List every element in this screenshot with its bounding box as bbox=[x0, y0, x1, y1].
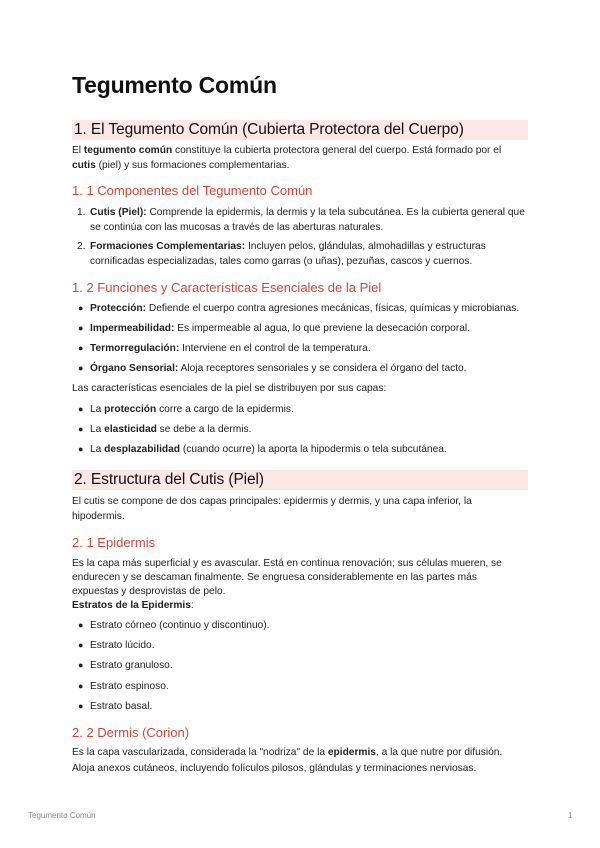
dermis-line-1: Es la capa vascularizada, considerada la "nodriza" de la epidermis, a la que nutre por difusión. bbox=[72, 747, 503, 758]
epidermis-line-1: Es la capa más superficial y es avascular. Está en continua renovación; sus células mueren, se bbox=[72, 558, 502, 569]
subsection-1-2-heading: 1. 2 Funciones y Características Esenciales de la Piel bbox=[72, 280, 382, 295]
layers-intro: Las características esenciales de la piel se distribuyen por sus capas: bbox=[72, 383, 387, 394]
list-item: ● Termorregulación: Interviene en el control de la temperatura. bbox=[78, 343, 371, 354]
footer-title: Tegumento Común bbox=[28, 811, 96, 820]
epidermis-line-3: expuestas y desprovistas de pelo. bbox=[72, 586, 226, 597]
strata-label: Estratos de la Epidermis: bbox=[72, 600, 194, 611]
list-item: ● La desplazabilidad (cuando ocurre) la aporta la hipodermis o tela subcutánea. bbox=[78, 444, 447, 455]
list-item: ● Estrato lúcido. bbox=[78, 640, 155, 651]
list-item: ● Estrato granuloso. bbox=[78, 660, 173, 671]
list-item: ● Estrato córneo (continuo y discontinuo). bbox=[78, 620, 270, 631]
subsection-2-2-heading: 2. 2 Dermis (Corion) bbox=[72, 725, 190, 740]
section-1-intro-line-1: El tegumento común constituye la cubierta protectora general del cuerpo. Está formado por el bbox=[72, 145, 502, 156]
subsection-1-1-heading: 1. 1 Componentes del Tegumento Común bbox=[72, 183, 313, 198]
list-item: ● Protección: Defiende el cuerpo contra agresiones mecánicas, físicas, químicas y microbianas. bbox=[78, 303, 520, 314]
section-2-heading: 2. Estructura del Cutis (Piel) bbox=[72, 470, 528, 490]
list-item: ● Estrato espinoso. bbox=[78, 681, 169, 692]
section-2-intro-line-1: El cutis se compone de dos capas principales: epidermis y dermis, y una capa inferior, la bbox=[72, 496, 472, 507]
dermis-line-2: Aloja anexos cutáneos, incluyendo folículos pilosos, glándulas y terminaciones nerviosas. bbox=[72, 763, 477, 774]
list-item: 1. Cutis (Piel): Comprende la epidermis, la dermis y la tela subcutánea. Es la cubierta general que se continúa con las mucosas a través de las aberturas naturales. bbox=[77, 207, 525, 233]
section-1-heading: 1. El Tegumento Común (Cubierta Protectora del Cuerpo) bbox=[72, 120, 528, 140]
list-item: ● Impermeabilidad: Es impermeable al agua, lo que previene la desecación corporal. bbox=[78, 323, 470, 334]
list-item: ● La protección corre a cargo de la epidermis. bbox=[78, 404, 294, 415]
section-2-intro-line-2: hipodermis. bbox=[72, 511, 125, 522]
list-item: ● Estrato basal. bbox=[78, 701, 153, 712]
section-1-intro-line-2: cutis (piel) y sus formaciones complementarias. bbox=[72, 160, 290, 171]
list-item: 2. Formaciones Complementarias: Incluyen pelos, glándulas, almohadillas y estructuras cornificadas especializadas, tales como garras (o uñas), pezuñas, cascos y cuernos. bbox=[77, 241, 486, 267]
list-item: ● Órgano Sensorial: Aloja receptores sensoriales y se considera el órgano del tacto. bbox=[78, 363, 467, 374]
subsection-2-1-heading: 2. 1 Epidermis bbox=[72, 535, 156, 550]
document-title: Tegumento Común bbox=[72, 72, 277, 98]
page-number: 1 bbox=[568, 811, 573, 820]
list-item: ● La elasticidad se debe a la dermis. bbox=[78, 424, 252, 435]
epidermis-line-2: endurecen y se descaman finalmente. Se engruesa considerablemente en las partes más bbox=[72, 572, 477, 583]
